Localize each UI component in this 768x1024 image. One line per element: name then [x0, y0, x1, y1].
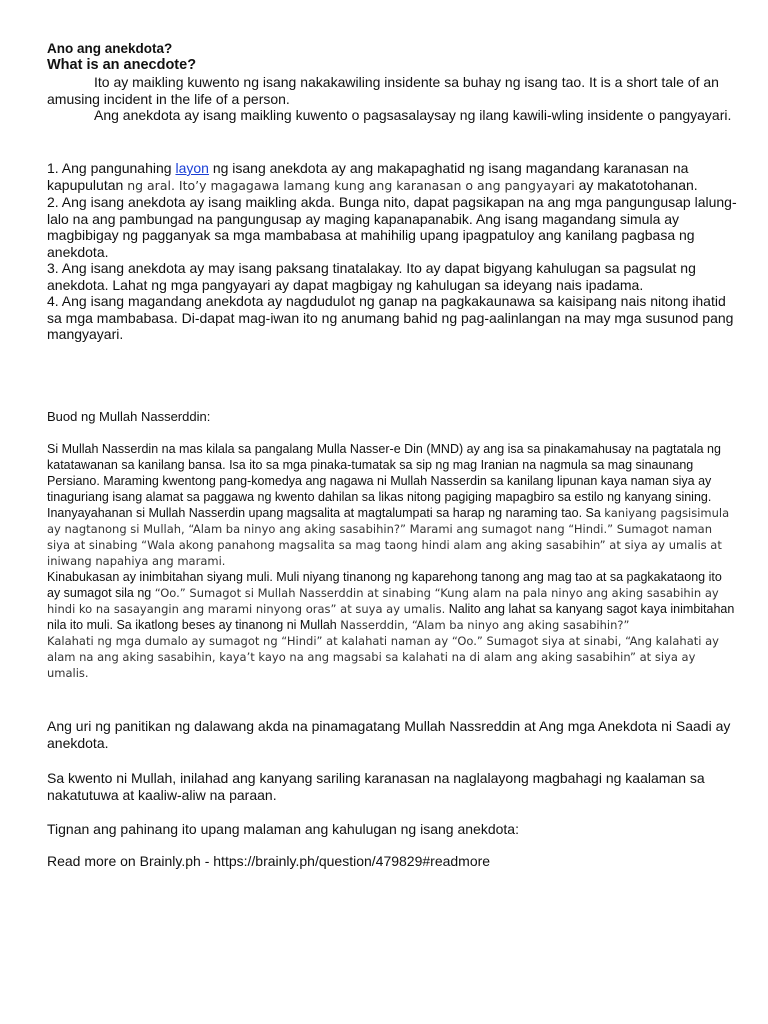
list-item [47, 160, 737, 194]
buod-paragraph-3 [47, 569, 737, 633]
buod-paragraph-4: Kalahati ng mga dumalo ay sumagot ng “Hindi” at kalahati naman ay “Oo.” Sumagot siya at sinabi, “Ang kalahati ay alam na ang aking sasabihin, kaya’t kayo na ang magsabi sa kalahati na di alam ang aking sasabihin” at siya ay umalis. [47, 634, 719, 680]
closing-paragraph-3: Tignan ang pahinang ito upang malaman ang kahulugan ng isang anekdota: [47, 821, 519, 837]
intro-paragraph-1: Ito ay maikling kuwento ng isang nakakawiling insidente sa buhay ng isang tao. It is a short tale of an amusing incident in the life of a person. [47, 74, 719, 107]
intro-section [47, 74, 737, 124]
item-1-text-b: ng isang anekdota ay ang makapaghatid ng isang magandang karanasan na kapupulutan [47, 160, 689, 193]
closing-paragraph-1: Ang uri ng panitikan ng dalawang akda na pinamagatang Mullah Nassreddin at Ang mga Anekdota ni Saadi ay anekdota. [47, 718, 731, 751]
buod-p3-c: Nalito ang lahat sa kanyang sagot kaya inimbitahan nila ito muli. Sa ikatlong beses ay tinanong ni Mullah [47, 602, 735, 632]
intro-paragraph-2: Ang anekdota ay isang maikling kuwento o pagsasalaysay ng ilang kawili-wling insidente o pangyayari. [94, 107, 732, 123]
buod-p3-a: Kinabukasan ay inimbitahan siyang muli. Muli niyang tinanong ng kaparehong tanong ang mag tao at sa pagkakataong ito ay sumagot sila ng [47, 570, 722, 600]
read-more-line: Read more on Brainly.ph - https://brainly.ph/question/479829#readmore [47, 853, 491, 869]
buod-section [47, 441, 737, 681]
buod-title: Buod ng Mullah Nasserddin: [47, 409, 211, 424]
buod-p3-b: “Oo.” Sumagot si Mullah Nasserddin at sinabing “Kung alam na pala ninyo ang aking sasabihin ay hindi ko na sasayangin ang marami ninyong oras” at suya ay umalis. [47, 586, 719, 616]
buod-paragraph-1: Si Mullah Nasserdin na mas kilala sa pangalang Mulla Nasser-e Din (MND) ay ang isa sa pinakamahusay na pagtatala ng katatawanan sa kanilang bansa. Isa ito sa mga pinaka-tumatak sa sip ng mag Iranian na nagmula sa mag sinaunang Persiano. Maraming kwentong pang-komedya ang nagawa ni Mullah Nasserdin sa kanilang lipunan kaya naman siya ay tinaguriang isang alamat sa paggawa ng kwento dahilan sa likas nitong pagiging mapagbiro sa estilo ng kanyang sining. [47, 442, 721, 504]
item-1-text-d: ay makatotohanan. [574, 176, 698, 193]
characteristics-list [47, 160, 737, 343]
heading-english: What is an anecdote? [47, 57, 197, 73]
buod-p2-b: kaniyang pagsisimula ay nagtanong si Mullah, “Alam ba ninyo ang aking sasabihin?” Marami ang sumagot nang “Hindi.” Sumagot naman siya at sinabing “Wala akong panahong magsalita sa mag taong hindi alam ang aking sasabihin” at siya ay umalis at iniwang napahiya ang marami. [47, 506, 730, 568]
layon-link[interactable]: layon [175, 160, 209, 176]
closing-paragraph-2: Sa kwento ni Mullah, inilahad ang kanyang sariling karanasan na naglalayong magbahagi ng kaalaman sa nakatutuwa at kaaliw-aliw na paraan. [47, 770, 705, 803]
item-1-text-c: ng aral. Ito’y magagawa lamang kung ang karanasan o ang pangyayari [127, 177, 575, 193]
buod-p3-d: Nasserddin, “Alam ba ninyo ang aking sasabihin?” [340, 618, 630, 632]
buod-p2-a: Inanyayahanan si Mullah Nasserdin upang magsalita at magtalumpati sa harap ng naraming tao. Sa [47, 506, 605, 520]
list-item: 3. Ang isang anekdota ay may isang paksang tinatalakay. Ito ay dapat bigyang kahulugan sa pagsulat ng anekdota. Lahat ng mga pangyayari ay dapat magbigay ng kahulugan sa ideyang nais ipadama. [47, 260, 696, 293]
list-item: 2. Ang isang anekdota ay isang maikling akda. Bunga nito, dapat pagsikapan na ang mga pangungusap lalung-lalo na ang pambungad na pangungusap ay maging kapanapanabik. Ang isang magandang simula ay magbibigay ng pagganyak sa mga mambabasa at mahihilig upang ipagpatuloy ang kanilang pagbasa ng anekdota. [47, 194, 737, 260]
heading-tagalog: Ano ang anekdota? [47, 41, 173, 56]
item-1-text-a: 1. Ang pangunahing [47, 160, 176, 176]
buod-paragraph-2 [47, 505, 737, 569]
list-item: 4. Ang isang magandang anekdota ay nagdudulot ng ganap na pagkakaunawa sa kaisipang nais nitong ihatid sa mga mambabasa. Di-dapat mag-iwan ito ng anumang bahid ng pag-aalinlangan na may mga susunod pang mangyayari. [47, 293, 734, 342]
